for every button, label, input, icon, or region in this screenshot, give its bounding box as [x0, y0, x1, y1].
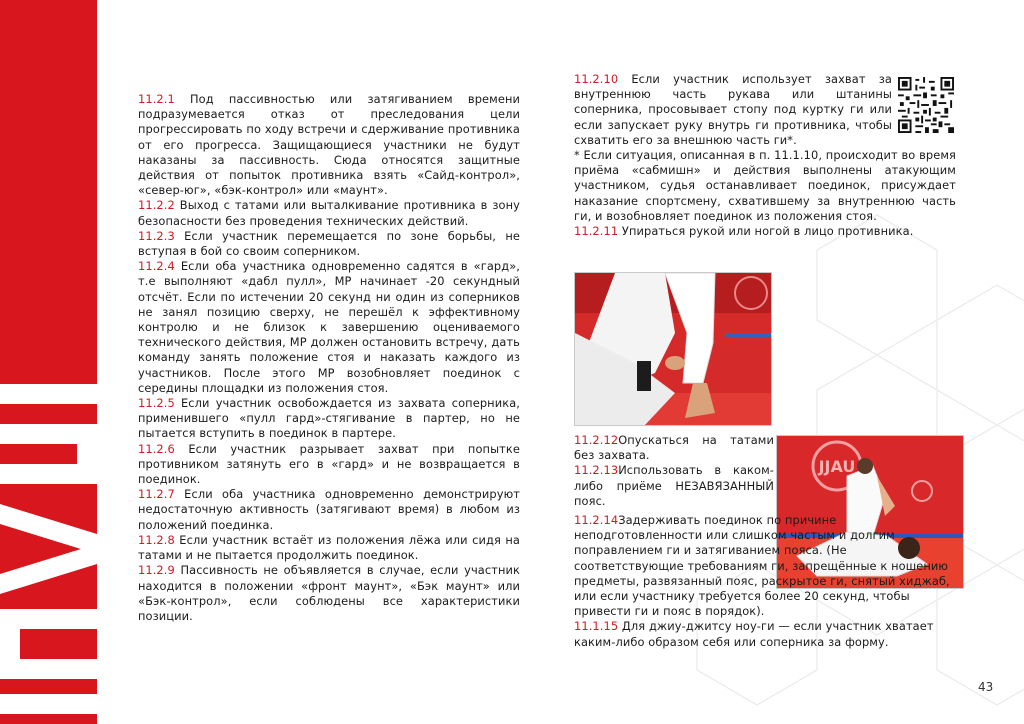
- rule-text: Выход с татами или выталкивание противника в зону безопасности без проведения технических действий.: [138, 198, 520, 228]
- rule-number: 11.2.11: [574, 224, 619, 239]
- rule-paragraph: [574, 224, 956, 239]
- rule-text: Если участник встаёт из положения лёжа или сидя на татами и не пытается продолжить поединок.: [138, 532, 520, 563]
- rule-text: Упираться рукой или ногой в лицо противника.: [618, 224, 914, 239]
- rule-number: 11.2.8: [138, 532, 175, 547]
- rule-number: 11.2.5: [138, 396, 175, 411]
- left-text-column: [138, 92, 520, 624]
- rule-paragraph: [574, 513, 956, 619]
- rule-text: Для джиу-джитсу ноу-ги — если участник хватает каким-либо образом себя или соперника за форму.: [574, 619, 934, 649]
- rule-paragraph: [138, 487, 520, 533]
- rule-text: Если участник разрывает захват при попытке противником затянуть его в «гард» и не возвращается в поединок.: [138, 441, 520, 487]
- rule-number: 11.2.9: [138, 563, 175, 578]
- rule-paragraph: [138, 442, 520, 488]
- rule-number: 11.2.10: [574, 72, 619, 86]
- rule-number: 11.2.13: [574, 463, 619, 478]
- rule-paragraph: [574, 72, 892, 148]
- rule-text: Если участник перемещается по зоне борьбы, не вступая в бой со своим соперником.: [138, 228, 520, 259]
- rule-number: 11.2.4: [138, 259, 175, 274]
- footnote: * Если ситуация, описанная в п. 11.1.10, происходит во время приёма «сабмишн» и действия выполнены атакующим участником, судья останавливает поединок, присуждает наказание спортсмену, схватившему за внутреннюю часть ги, и возобновляет поединок из положения стоя.: [574, 148, 956, 223]
- rule-paragraph: [138, 198, 520, 228]
- rule-text: Если участник использует захват за внутреннюю часть рукава или штанины соперника, просовывает стопу под куртку ги или если запускает руку внутрь ги противника, чтобы схватить его за внешнюю часть ги*.: [574, 72, 892, 147]
- rule-paragraph: [138, 563, 520, 624]
- wall-logo-text: JJAU: [818, 457, 856, 476]
- rule-text: Опускаться на татами без захвата.: [574, 433, 774, 463]
- rule-number: 11.2.3: [138, 228, 175, 243]
- rule-text: Пассивность не объявляется в случае, если участник находится в положении «фронт маунт», «Бэк маунт» или «Бэк-контрол», если соблюдены все характеристики позиции.: [138, 563, 520, 623]
- rule-text: Если оба участника одновременно демонстрируют недостаточную активность (затягивают время) в любом из положений поединка.: [138, 487, 520, 532]
- page-number: 43: [978, 680, 994, 694]
- rule-number: 11.1.15: [574, 619, 619, 634]
- rule-number: 11.2.7: [138, 487, 175, 502]
- rule-text: Использовать в каком-либо приёме НЕЗАВЯЗАННЫЙ пояс.: [574, 463, 774, 508]
- rule-paragraph: [574, 463, 774, 509]
- rule-paragraph: [138, 92, 520, 198]
- rule-text: Задерживать поединок по причине неподготовленности или слишком частым и долгим поправлением ги и затягиванием пояса. (Не соответствующие требованиям ги, запрещённые к ношению предметы, развязанный пояс, раскрытое ги, снятый хиджаб, или если участнику требуется более 20 секунд, чтобы привести ги и пояс в порядок).: [574, 513, 950, 619]
- rule-number: 11.2.2: [138, 198, 175, 213]
- rule-number: 11.2.6: [138, 441, 175, 456]
- rule-number: 11.2.1: [138, 92, 175, 106]
- rule-paragraph: [138, 396, 520, 442]
- rule-paragraph: [138, 259, 520, 396]
- rule-text: Если участник освобождается из захвата соперника, применившего «пулл гард»-стягивание в партер, но не пытается вступить в поединок в партере.: [138, 396, 520, 441]
- rule-paragraph: [138, 229, 520, 259]
- rule-text: Под пассивностью или затягиванием времени подразумевается отказ от преследования цели прогрессировать по ходу встречи и сдерживание противника от его прогресса. Защищающиеся участники не будут наказаны за пассивность. Сюда относятся защитные действия от попыток противника взять «Сайд-контрол», «север-юг», «бэк-контрол» или «маунт».: [138, 92, 520, 198]
- brand-logo: [0, 384, 97, 724]
- right-text-narrow: [574, 433, 774, 509]
- rule-paragraph: [574, 433, 774, 463]
- rule-paragraph: [574, 619, 956, 649]
- rule-number: 11.2.12: [574, 433, 619, 447]
- rule-paragraph: [138, 533, 520, 563]
- rule-text: Если оба участника одновременно садятся в «гард», т.е выполняют «дабл пулл», МР начинает -20 секундный отсчёт. Если по истечении 20 секунд ни один из соперников не занял позицию сверху, не перешёл к эффективному контролю и не близок к завершению оцениваемого технического действия, МР должен остановить встречу, дать команду занять положение стоя и наказать каждого из участников. После этого МР возобновляет поединок с середины площадки из положения стоя.: [138, 259, 520, 395]
- right-text-column: [574, 72, 956, 239]
- rule-number: 11.2.14: [574, 513, 619, 527]
- right-text-lower: [574, 513, 956, 650]
- grappling-photo-1: [574, 272, 772, 426]
